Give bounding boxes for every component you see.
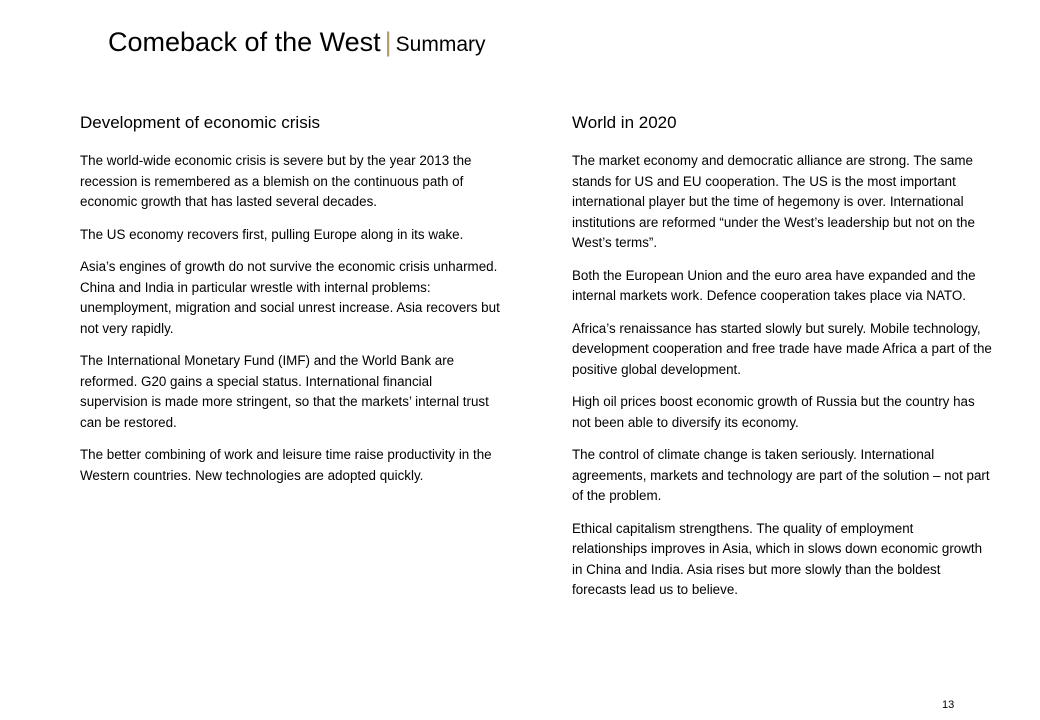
page-title (108, 26, 486, 58)
right-paragraph: High oil prices boost economic growth of Russia but the country has not been able to diversify its economy. (572, 394, 975, 430)
right-paragraph: Africa’s renaissance has started slowly but surely. Mobile technology, development cooperation and free trade have made Africa a part of the positive global development. (572, 320, 992, 377)
page-number: 13 (942, 699, 955, 711)
left-paragraph: The International Monetary Fund (IMF) and the World Bank are reformed. G20 gains a special status. International financial supervision is made more stringent, so that the markets’ internal trust can be restored. (80, 353, 489, 430)
right-paragraph: The control of climate change is taken seriously. International agreements, markets and technology are part of the solution – not part of the problem. (572, 447, 990, 504)
title-main: Comeback of the West (108, 27, 381, 57)
right-column-heading: World in 2020 (572, 113, 677, 132)
title-separator: | (384, 27, 392, 57)
left-column (80, 113, 500, 498)
right-paragraph: Both the European Union and the euro area have expanded and the internal markets work. Defence cooperation takes place via NATO. (572, 267, 976, 304)
right-paragraph: Ethical capitalism strengthens. The quality of employment relationships improves in Asia, which in slows down economic growth in China and India. Asia rises but more slowly than the boldest forecasts lead us to believe. (572, 520, 983, 598)
left-paragraph: Asia’s engines of growth do not survive the economic crisis unharmed. China and India in particular wrestle with internal problems: unemployment, migration and social unrest increase. Asia recovers but not very rapidly. (80, 259, 500, 336)
title-subtitle: Summary (395, 33, 486, 56)
left-paragraph: The better combining of work and leisure time raise productivity in the Western countries. New technologies are adopted quickly. (80, 447, 492, 483)
right-paragraph: The market economy and democratic alliance are strong. The same stands for US and EU cooperation. The US is the most important international player but the time of hegemony is over. International institutions are reformed “under the West’s leadership but not on the West’s terms”. (572, 153, 975, 251)
right-column (572, 113, 992, 613)
left-paragraph: The world-wide economic crisis is severe but by the year 2013 the recession is remembered as a blemish on the continuous path of economic growth that has lasted several decades. (80, 153, 472, 210)
left-paragraph: The US economy recovers first, pulling Europe along in its wake. (80, 226, 464, 242)
left-column-heading: Development of economic crisis (80, 113, 320, 132)
